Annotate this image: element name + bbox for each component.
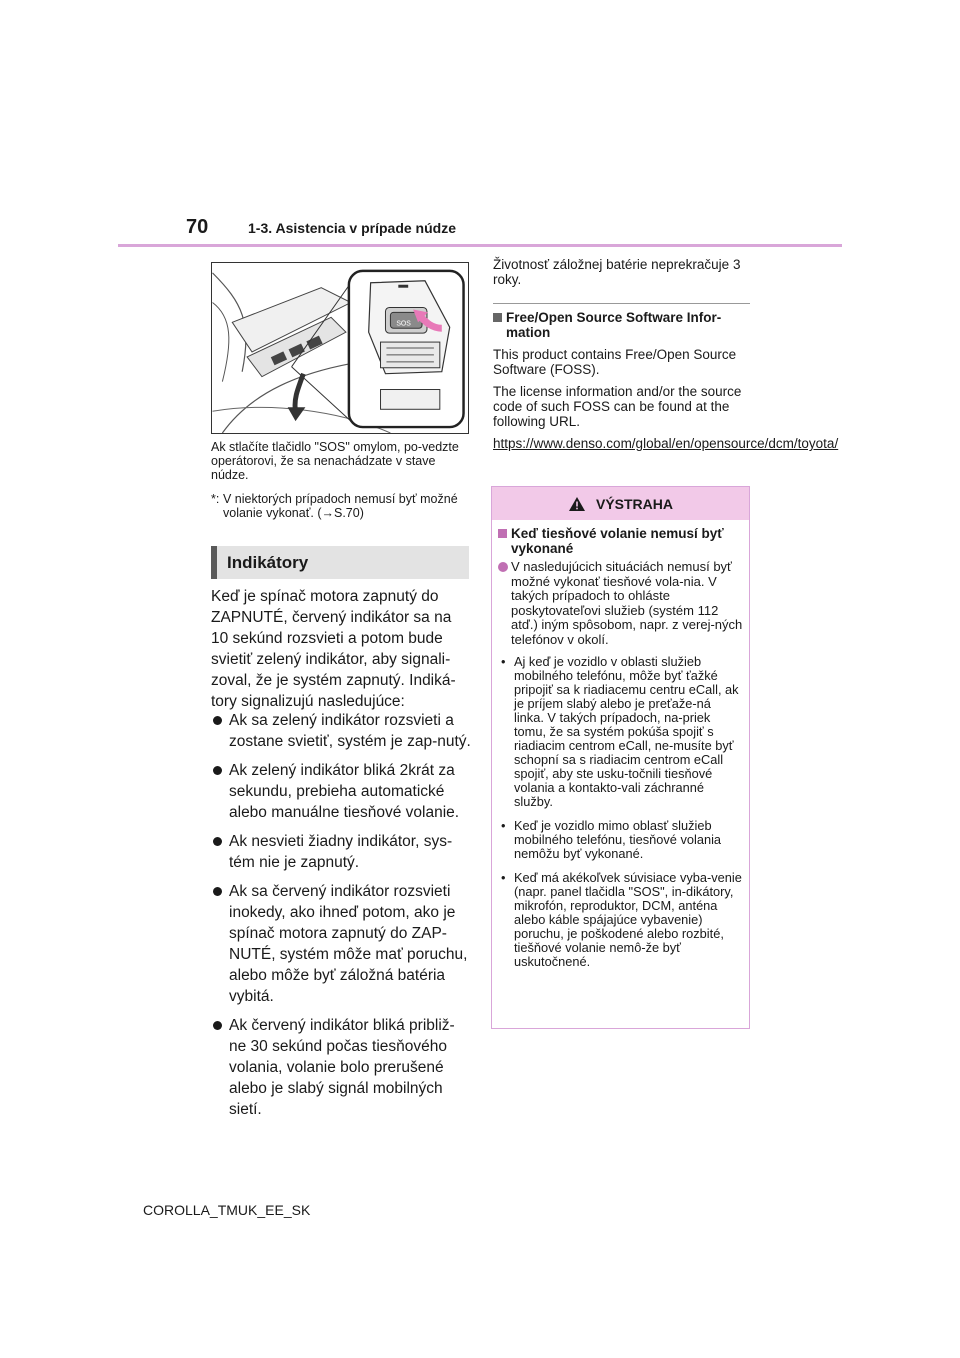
bullet-icon — [213, 837, 222, 846]
sos-illustration-svg — [212, 263, 468, 433]
warning-subheading — [498, 526, 744, 556]
header-divider — [118, 244, 842, 247]
warning-header — [492, 487, 749, 520]
warning-subheading-text: Keď tiesňové volanie nemusí byť vykonané — [511, 526, 724, 556]
footnote-text: V niektorých prípadoch nemusí byť možné volanie vykonať. (→S.70) — [223, 492, 458, 520]
list-item-text: Ak zelený indikátor bliká 2krát za sekundu, prebieha automatické alebo manuálne tiesňové volanie. — [229, 762, 460, 821]
list-item-text: Ak červený indikátor bliká približ-ne 30 sekúnd počas tiesňového volania, volanie bolo prerušené alebo je slabý signál mobilných sietí. — [229, 1017, 455, 1118]
sos-label: SOS — [396, 320, 411, 328]
foss-heading-text: Free/Open Source Software Infor-mation — [506, 310, 722, 340]
figure-caption: Ak stlačíte tlačidlo "SOS" omylom, po-vedzte operátorovi, že sa nenachádzate v stave núdze. — [211, 440, 459, 482]
warning-item-text: Keď je vozidlo mimo oblasť služieb mobilného telefónu, tiesňové volania nemôžu byť vykonané. — [514, 818, 722, 861]
square-bullet-icon — [498, 529, 507, 538]
foss-paragraph-1: This product contains Free/Open Source Software (FOSS). — [493, 347, 737, 377]
warning-item-text: Keď má akékoľvek súvisiace vyba-venie (napr. panel tlačidla "SOS", in-dikátory, mikrofón, reproduktor, DCM, anténa alebo káble spájajúce vybavenie) poruchu, je poškodené alebo rozbité, tiešňové volanie nemô-že byť uskutočnené. — [514, 870, 742, 969]
warning-item — [498, 871, 744, 969]
bullet-icon — [213, 887, 222, 896]
indicators-paragraph: Keď je spínač motora zapnutý do ZAPNUTÉ, červený indikátor sa na 10 sekúnd rozsvieti a potom bude svietiť zelený indikátor, aby signali-zoval, že je systém zapnutý. Indiká-tory signalizujú nasledujúce: — [211, 588, 456, 710]
warning-item-text: Aj keď je vozidlo v oblasti služieb mobilného telefónu, môže byť ťažké pripojiť sa k riadiacemu centru eCall, ak je príjem slabý alebo je preťaže-ná linka. V takých prípadoch, na-priek tomu, že sa systém pokúša spojiť s riadiacim centrom eCall, ne-musíte byť schopní sa s riadiacim centrom eCall spojiť, aby ste usku-točnili tiesňové volania a kontakto-vali záchranné služby. — [514, 654, 739, 809]
list-item — [211, 710, 471, 752]
foss-paragraph-2: The license information and/or the source code of such FOSS can be found at the following URL. — [493, 384, 742, 429]
circle-bullet-icon — [498, 562, 508, 572]
bullet-icon: • — [501, 818, 506, 833]
battery-life-text: Životnosť záložnej batérie neprekračuje 3 roky. — [493, 257, 741, 287]
warning-lead — [498, 560, 744, 647]
document-code: COROLLA_TMUK_EE_SK — [143, 1202, 311, 1218]
list-item-text: Ak nesvieti žiadny indikátor, sys-tém nie je zapnutý. — [229, 833, 453, 871]
list-item — [211, 1015, 471, 1120]
warning-box — [491, 486, 750, 1029]
list-item — [211, 760, 471, 823]
warning-title: VÝSTRAHA — [595, 495, 673, 512]
section-title: 1-3. Asistencia v prípade núdze — [248, 220, 456, 236]
list-item-text: Ak sa červený indikátor rozsvieti inokedy, ako ihneď potom, ako je spínač motora zapnutý do ZAP-NUTÉ, systém môže mať poruchu, alebo môže byť záložná batéria vybitá. — [229, 883, 468, 1005]
bullet-icon — [213, 1021, 222, 1030]
list-item-text: Ak sa zelený indikátor rozsvieti a zostane svietiť, systém je zap-nutý. — [229, 712, 471, 750]
list-item — [211, 881, 471, 1007]
page-number: 70 — [186, 216, 209, 238]
warning-item — [498, 655, 744, 809]
foss-heading — [493, 310, 750, 340]
right-divider — [493, 303, 750, 304]
sos-button-illustration — [211, 262, 469, 434]
indicators-heading: Indikátory — [211, 546, 469, 579]
footnote-mark: *: — [211, 492, 220, 506]
list-item — [211, 831, 471, 873]
footnote — [211, 492, 471, 520]
square-bullet-icon — [493, 313, 502, 322]
warning-item — [498, 819, 744, 861]
warning-lead-text: V nasledujúcich situáciách nemusí byť možné vykonať tiesňové vola-nia. V takých prípadoch to ohláste poskytovateľovi služieb (systém 112 atď.) iným spôsobom, napr. z verej-ných telefónov v okolí. — [511, 559, 743, 647]
bullet-icon: • — [501, 870, 506, 885]
warning-triangle-icon — [568, 496, 586, 512]
bullet-icon — [213, 716, 222, 725]
foss-license-link[interactable]: https://www.denso.com/global/en/opensource/dcm/toyota/ — [493, 436, 839, 451]
bullet-icon: • — [501, 654, 506, 669]
warning-body — [492, 520, 749, 969]
bullet-icon — [213, 766, 222, 775]
indicator-list — [211, 710, 471, 1128]
